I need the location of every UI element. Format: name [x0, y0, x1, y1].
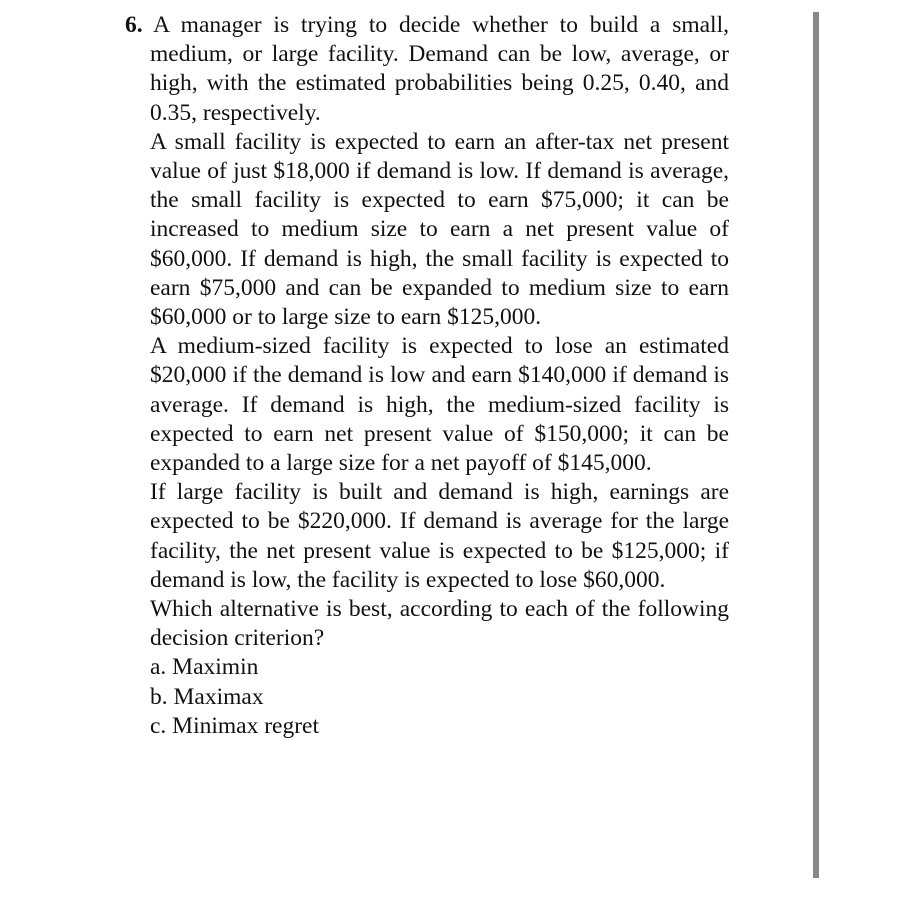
problem-intro	[125, 11, 729, 128]
question-paragraph: Which alternative is best, according to each of the following decision criterion?	[150, 596, 729, 652]
problem-intro-text: A manager is trying to decide whether to build a small, medium, or large facility. Demand can be low, average, or high, with the estimated probabilities being 0.25, 0.40, and 0.35, respectively.	[150, 12, 729, 126]
medium-facility-paragraph: A medium-sized facility is expected to lose an estimated $20,000 if the demand is low and earn $140,000 if demand is average. If demand is high, the medium-sized facility is expected to earn net present value of $150,000; it can be expanded to a large size for a net payoff of $145,000.	[150, 333, 729, 477]
option-maximin: a. Maximin	[150, 654, 259, 681]
problem-6	[125, 11, 729, 741]
margin-rule	[813, 12, 819, 878]
small-facility-paragraph: A small facility is expected to earn an after-tax net present value of just $18,000 if demand is low. If demand is average, the small facility is expected to earn $75,000; it can be increased to medium size to earn a net present value of $60,000. If demand is high, the small facility is expected to earn $75,000 and can be expanded to medium size to earn $60,000 or to large size to earn $125,000.	[150, 128, 729, 331]
problem-number: 6.	[125, 12, 143, 38]
large-facility-paragraph: If large facility is built and demand is high, earnings are expected to be $220,000. If demand is average for the large facility, the net present value is expected to be $125,000; if demand is low, the facility is expected to lose $60,000.	[150, 479, 729, 593]
option-maximax: b. Maximax	[150, 683, 264, 710]
option-minimax-regret: c. Minimax regret	[150, 712, 320, 739]
